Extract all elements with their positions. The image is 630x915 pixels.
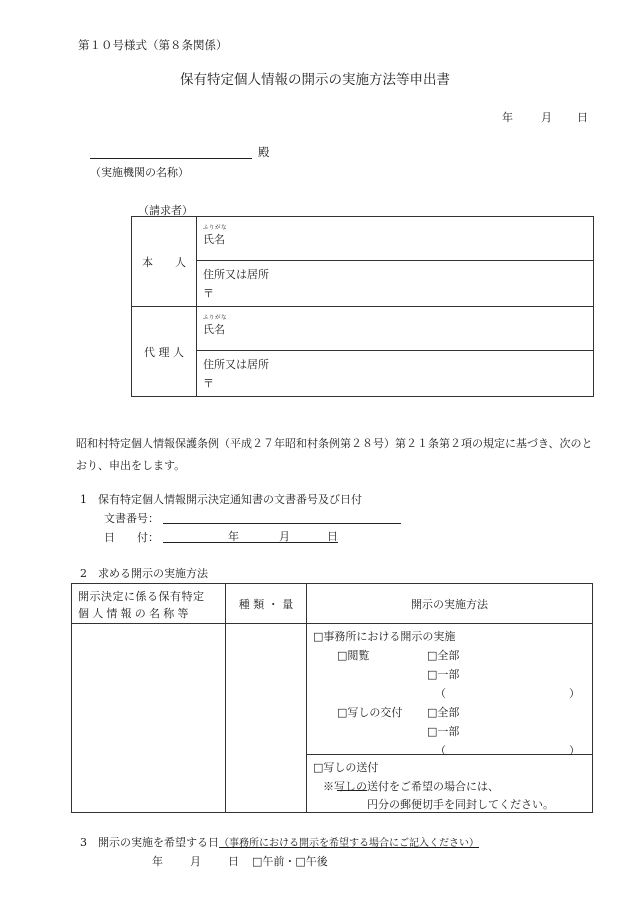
requester-label: （請求者） [138, 204, 193, 217]
quantity-cell[interactable] [226, 624, 307, 813]
office-checkbox[interactable]: □事務所における開示の実施 [313, 630, 456, 643]
date-day: 日 [577, 111, 588, 124]
address-label: 住所又は居所 [203, 268, 269, 281]
doc-number-field[interactable] [163, 523, 401, 524]
name-ruby: ふりがな [203, 225, 228, 231]
date-month: 月 [541, 111, 552, 124]
address-label: 住所又は居所 [203, 358, 269, 371]
mail-note-line2: 円分の郵便切手を同封してください。 [367, 798, 554, 811]
method-table [71, 583, 593, 813]
viewing-part-checkbox[interactable]: □一部 [427, 668, 460, 681]
desired-year: 年 [152, 855, 163, 868]
postal-mark: 〒 [203, 287, 214, 300]
viewing-paren-open: （ [435, 687, 446, 700]
agent-name-cell[interactable] [197, 307, 594, 351]
copy-paren-open: （ [435, 744, 446, 757]
principal-name-cell[interactable] [197, 217, 594, 261]
notice-date-day: 日 [327, 530, 338, 543]
notice-date-field[interactable] [163, 542, 338, 543]
form-number: 第１０号様式（第８条関係） [78, 38, 228, 52]
column-header-quantity: 種 類 ・ 量 [226, 584, 307, 624]
date-year: 年 [502, 111, 513, 124]
section3-note: （事務所における開示を希望する場合にご記入ください） [219, 838, 479, 849]
section2-heading: 2 求める開示の実施方法 [80, 567, 208, 580]
principal-header: 本 人 [132, 217, 197, 307]
notice-date-label: 日 付： [104, 531, 159, 544]
body-paragraph: 昭和村特定個人情報保護条例（平成２７年昭和村条例第２８号）第２１条第２項の規定に基づき、次のとおり、申出をします。 [76, 437, 593, 472]
mail-method-cell [307, 755, 593, 813]
viewing-checkbox[interactable]: □閲覧 [337, 649, 370, 662]
section1-heading: 1 保有特定個人情報開示決定通知書の文書番号及び日付 [80, 493, 362, 506]
postal-mark: 〒 [203, 377, 214, 390]
name-label: 氏名 [203, 233, 225, 246]
agent-header: 代 理 人 [132, 307, 197, 397]
mail-checkbox[interactable]: □写しの送付 [313, 761, 379, 774]
name-ruby: ふりがな [203, 315, 228, 321]
doc-number-label: 文書番号： [104, 512, 159, 525]
document-title: 保有特定個人情報の開示の実施方法等申出書 [180, 72, 450, 88]
requester-table [131, 216, 594, 397]
viewing-paren-close: ） [569, 687, 580, 700]
desired-day: 日 [228, 855, 239, 868]
copy-delivery-checkbox[interactable]: □写しの交付 [337, 706, 403, 719]
principal-address-cell[interactable] [197, 261, 594, 307]
agent-address-cell[interactable] [197, 351, 594, 397]
viewing-all-checkbox[interactable]: □全部 [427, 649, 460, 662]
am-pm-checkboxes[interactable]: □午前・□午後 [252, 855, 328, 868]
addressee-label: （実施機関の名称） [90, 166, 189, 179]
section3-heading: 3 開示の実施を希望する日（事務所における開示を希望する場合にご記入ください） [80, 836, 479, 849]
notice-date-month: 月 [279, 530, 290, 543]
mail-note-line1: ※写しの送付をご希望の場合には、 [323, 780, 499, 793]
office-method-cell [307, 624, 593, 755]
column-header-name: 開示決定に係る保有特定 個人情報の名称等 [72, 584, 226, 624]
info-name-cell[interactable] [72, 624, 226, 813]
copy-part-checkbox[interactable]: □一部 [427, 725, 460, 738]
addressee-line[interactable] [90, 158, 252, 159]
addressee-honorific: 殿 [258, 145, 270, 159]
name-label: 氏名 [203, 323, 225, 336]
copy-paren-close: ） [569, 744, 580, 757]
notice-date-year: 年 [228, 530, 239, 543]
stamp-amount-field[interactable] [337, 790, 367, 791]
copy-all-checkbox[interactable]: □全部 [427, 706, 460, 719]
desired-month: 月 [190, 855, 201, 868]
column-header-method: 開示の実施方法 [307, 584, 593, 624]
